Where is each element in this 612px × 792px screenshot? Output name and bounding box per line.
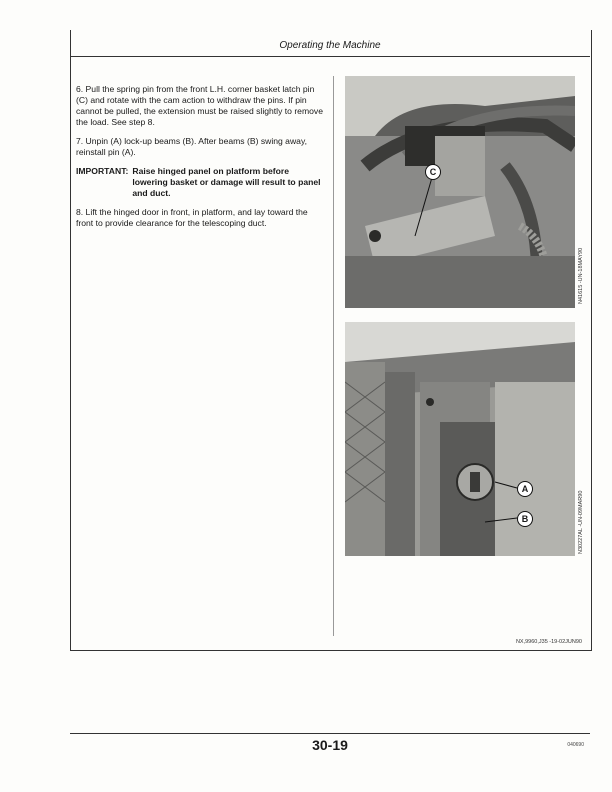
important-label: IMPORTANT: <box>76 166 129 176</box>
header-rule <box>70 56 590 57</box>
step-7: 7. Unpin (A) lock-up beams (B). After beams (B) swing away, reinstall pin (A). <box>76 136 307 157</box>
callout-c: C <box>425 164 441 180</box>
print-code: 040690 <box>567 742 584 748</box>
photo-latch-pin <box>345 76 575 308</box>
photo-1-id: N41615 -UN-18MAY90 <box>578 247 584 304</box>
footer-code: NX,9960,J35 -19-02JUN90 <box>515 639 582 645</box>
callout-b: B <box>517 511 533 527</box>
instructions-column <box>76 84 326 237</box>
photo-lock-up-beams <box>345 322 575 556</box>
important-notice <box>76 166 326 199</box>
step-6: 6. Pull the spring pin from the front L.H. corner basket latch pin (C) and rotate with the cam action to withdraw the pins. If pin cannot be pulled, the extension must be raised slightly to remove the load. See step 8. <box>76 84 323 127</box>
photo-2-id: N30227AL -UN-09MAR90 <box>578 490 584 554</box>
bottom-rule <box>70 733 590 734</box>
important-text: Raise hinged panel on platform before lowering basket or damage will result to panel and duct. <box>132 166 321 198</box>
callout-a: A <box>517 481 533 497</box>
page-number: 30-19 <box>312 737 348 753</box>
step-8: 8. Lift the hinged door in front, in platform, and lay toward the front to provide clearance for the telescoping duct. <box>76 207 308 228</box>
column-divider <box>333 76 334 636</box>
section-title: Operating the Machine <box>279 40 381 51</box>
